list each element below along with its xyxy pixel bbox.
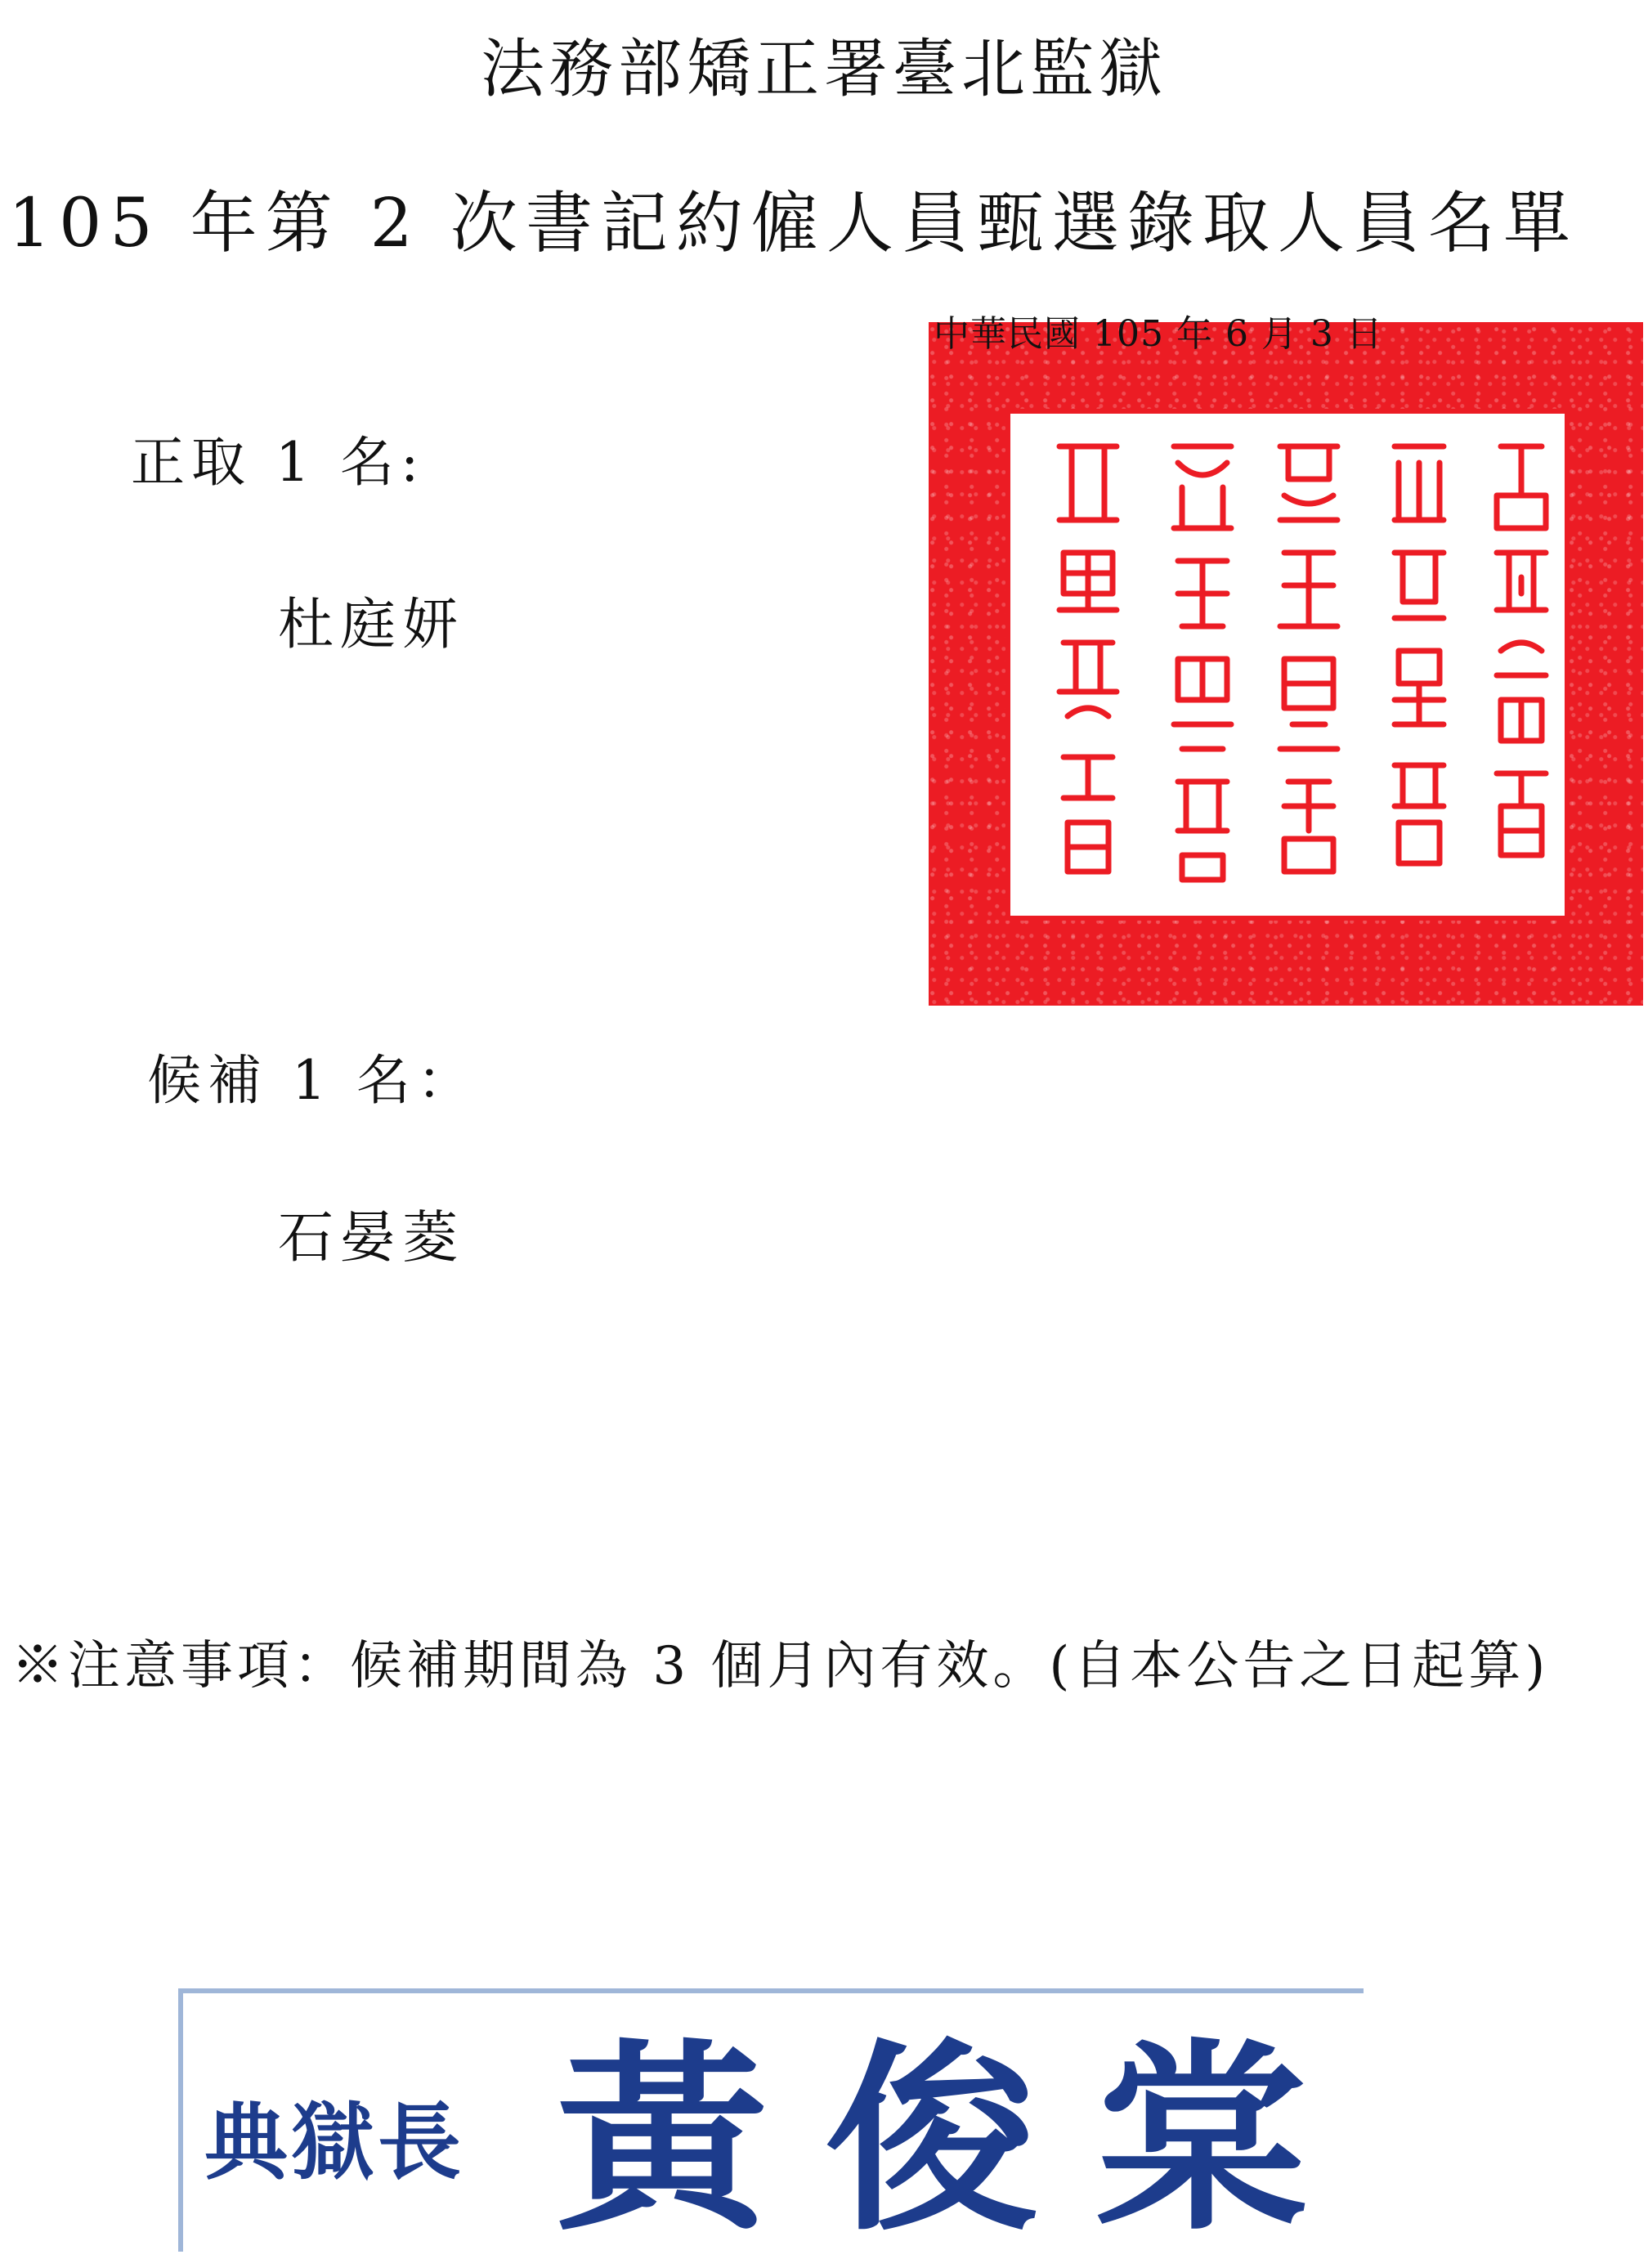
reserve-name: 石晏菱 <box>278 1206 465 1271</box>
seal-script-glyphs <box>1010 414 1565 916</box>
seal-inner-frame <box>1005 409 1570 921</box>
reserve-heading: 候補 1 名： <box>147 1049 477 1112</box>
announcement-date: 中華民國 105 年 6 月 3 日 <box>934 313 1383 355</box>
document-title: 105 年第 2 次書記約僱人員甄選錄取人員名單 <box>8 185 1579 262</box>
signature-name: 黃俊棠 <box>556 2024 1365 2258</box>
admitted-heading: 正取 1 名: <box>131 431 426 494</box>
signature-title: 典獄長 <box>204 2095 464 2192</box>
organization-title: 法務部矯正署臺北監獄 <box>480 33 1167 106</box>
official-seal <box>929 322 1643 1006</box>
admitted-name: 杜庭妍 <box>278 593 465 657</box>
notice-text: ※注意事項：候補期間為 3 個月內有效。(自本公告之日起算) <box>11 1636 1550 1697</box>
